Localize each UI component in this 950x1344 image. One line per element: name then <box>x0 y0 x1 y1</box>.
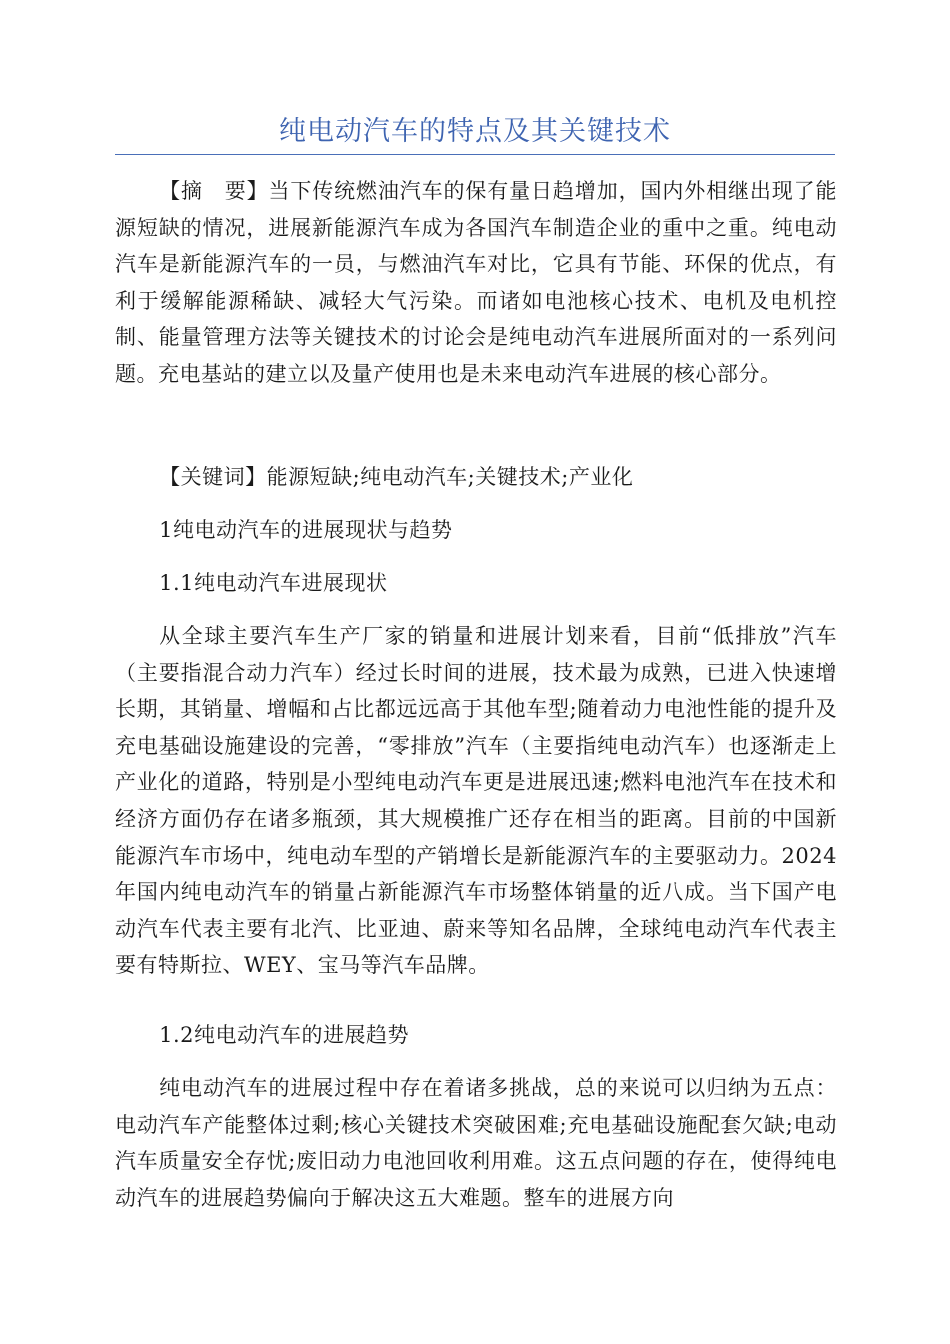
section-1-2-paragraph: 纯电动汽车的进展过程中存在着诸多挑战，总的来说可以归纳为五点：电动汽车产能整体过剩;核心关键技术突破困难;充电基础设施配套欠缺;电动汽车质量安全存忧;废旧动力电池回收利用难。这五点问题的存在，使得纯电动汽车的进展趋势偏向于解决这五大难题。整车的进展方向 <box>115 1076 837 1210</box>
title-underline <box>115 154 835 155</box>
document-title: 纯电动汽车的特点及其关键技术 <box>279 116 671 147</box>
abstract-paragraph: 【摘 要】当下传统燃油汽车的保有量日趋增加，国内外相继出现了能源短缺的情况，进展新能源汽车成为各国汽车制造企业的重中之重。纯电动汽车是新能源汽车的一员，与燃油汽车对比，它具有节能、环保的优点，有利于缓解能源稀缺、减轻大气污染。而诸如电池核心技术、电机及电机控制、能量管理方法等关键技术的讨论会是纯电动汽车进展所面对的一系列问题。充电基站的建立以及量产使用也是未来电动汽车进展的核心部分。 <box>115 179 837 386</box>
section-heading-1-2: 1.2纯电动汽车的进展趋势 <box>159 1023 409 1047</box>
section-heading-1: 1纯电动汽车的进展现状与趋势 <box>159 518 453 542</box>
section-heading-1-1: 1.1纯电动汽车进展现状 <box>159 571 388 595</box>
keywords-line: 【关键词】能源短缺;纯电动汽车;关键技术;产业化 <box>159 465 634 489</box>
section-1-1-paragraph: 从全球主要汽车生产厂家的销量和进展计划来看，目前“低排放”汽车（主要指混合动力汽车）经过长时间的进展，技术最为成熟，已进入快速增长期，其销量、增幅和占比都远远高于其他车型;随着动力电池性能的提升及充电基础设施建设的完善，“零排放”汽车（主要指纯电动汽车）也逐渐走上产业化的道路，特别是小型纯电动汽车更是进展迅速;燃料电池汽车在技术和经济方面仍存在诸多瓶颈，其大规模推广还存在相当的距离。目前的中国新能源汽车市场中，纯电动车型的产销增长是新能源汽车的主要驱动力。2024年国内纯电动汽车的销量占新能源汽车市场整体销量的近八成。当下国产电动汽车代表主要有北汽、比亚迪、蔚来等知名品牌，全球纯电动汽车代表主要有特斯拉、WEY、宝马等汽车品牌。 <box>115 624 837 978</box>
